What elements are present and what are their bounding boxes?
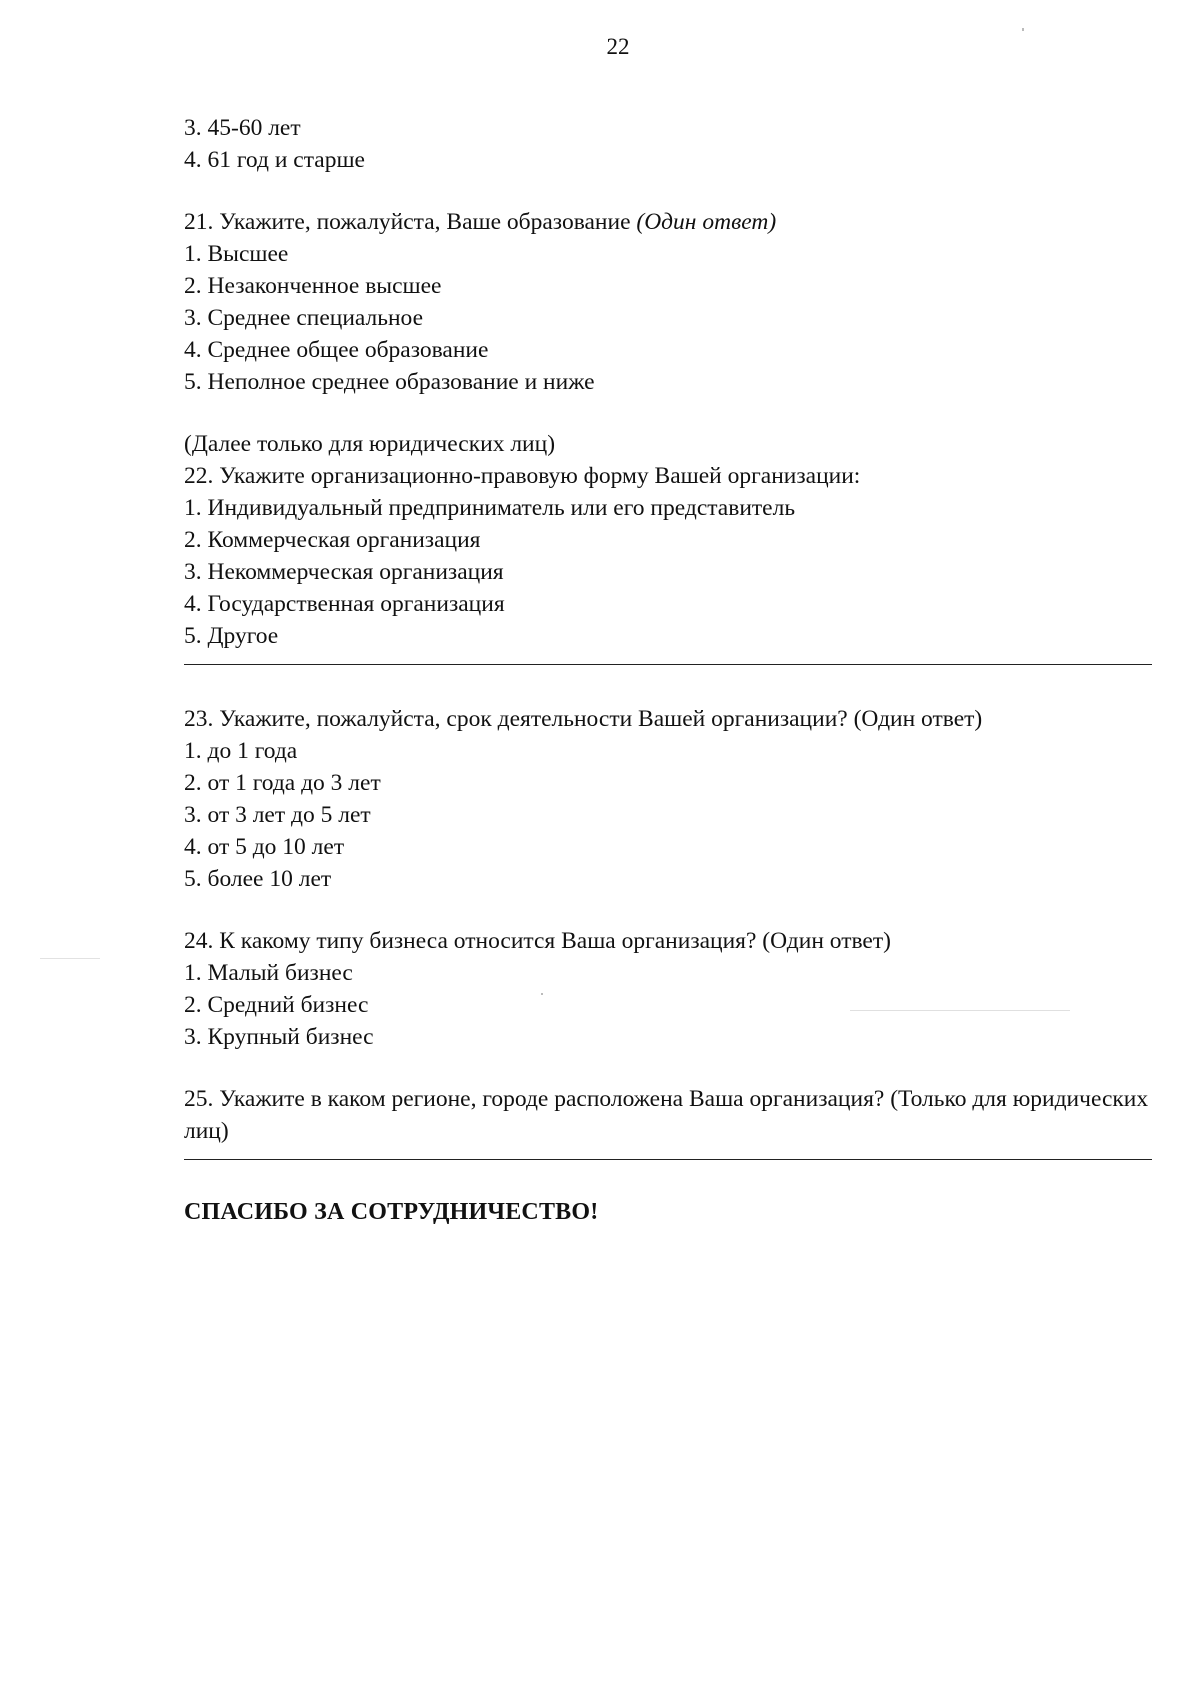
option-item: 1. до 1 года [184, 738, 298, 764]
scan-speck [541, 993, 543, 995]
closing-thanks: СПАСИБО ЗА СОТРУДНИЧЕСТВО! [184, 1199, 599, 1225]
option-item: 4. от 5 до 10 лет [184, 834, 345, 860]
option-item: 3. Некоммерческая организация [184, 559, 504, 585]
question-24 [184, 925, 1154, 1053]
questionnaire-content [184, 112, 1154, 1228]
question-text: 21. Укажите, пожалуйста, Ваше образование [184, 209, 637, 235]
option-item: 2. Незаконченное высшее [184, 273, 442, 299]
option-item: 3. Крупный бизнес [184, 1024, 374, 1050]
question-25 [184, 1083, 1154, 1147]
option-item: 1. Высшее [184, 241, 289, 267]
question-title: 24. К какому типу бизнеса относится Ваша организация? (Один ответ) [184, 928, 891, 954]
option-item: 5. Другое [184, 623, 279, 649]
question-23 [184, 703, 1154, 895]
scan-speck [40, 958, 100, 959]
answer-line [184, 1159, 1152, 1160]
question-title: 22. Укажите организационно-правовую форму Вашей организации: [184, 463, 861, 489]
question-21 [184, 206, 1154, 398]
option-item: 4. 61 год и старше [184, 147, 365, 173]
question-title: 25. Укажите в каком регионе, городе расположена Ваша организация? (Только для юридических лиц) [184, 1086, 1149, 1144]
option-item: 4. Среднее общее образование [184, 337, 489, 363]
option-item: 1. Малый бизнес [184, 960, 353, 986]
option-item: 3. 45-60 лет [184, 115, 301, 141]
question-20-tail [184, 112, 1154, 176]
option-item: 2. Коммерческая организация [184, 527, 481, 553]
option-item: 5. Неполное среднее образование и ниже [184, 369, 595, 395]
option-item: 4. Государственная организация [184, 591, 505, 617]
option-item: 5. более 10 лет [184, 866, 332, 892]
question-22 [184, 428, 1154, 652]
question-title: 23. Укажите, пожалуйста, срок деятельности Вашей организации? (Один ответ) [184, 706, 983, 732]
option-item: 2. от 1 года до 3 лет [184, 770, 381, 796]
answer-line [184, 664, 1152, 665]
option-item: 3. Среднее специальное [184, 305, 424, 331]
section-note: (Далее только для юридических лиц) [184, 431, 556, 457]
option-item: 3. от 3 лет до 5 лет [184, 802, 371, 828]
scan-speck [1022, 28, 1024, 31]
page-number: 22 [606, 34, 630, 59]
scan-speck [850, 1010, 1070, 1011]
option-item: 1. Индивидуальный предприниматель или его представитель [184, 495, 796, 521]
answer-hint: (Один ответ) [636, 209, 777, 235]
question-title [184, 206, 1154, 238]
option-item: 2. Средний бизнес [184, 992, 369, 1018]
